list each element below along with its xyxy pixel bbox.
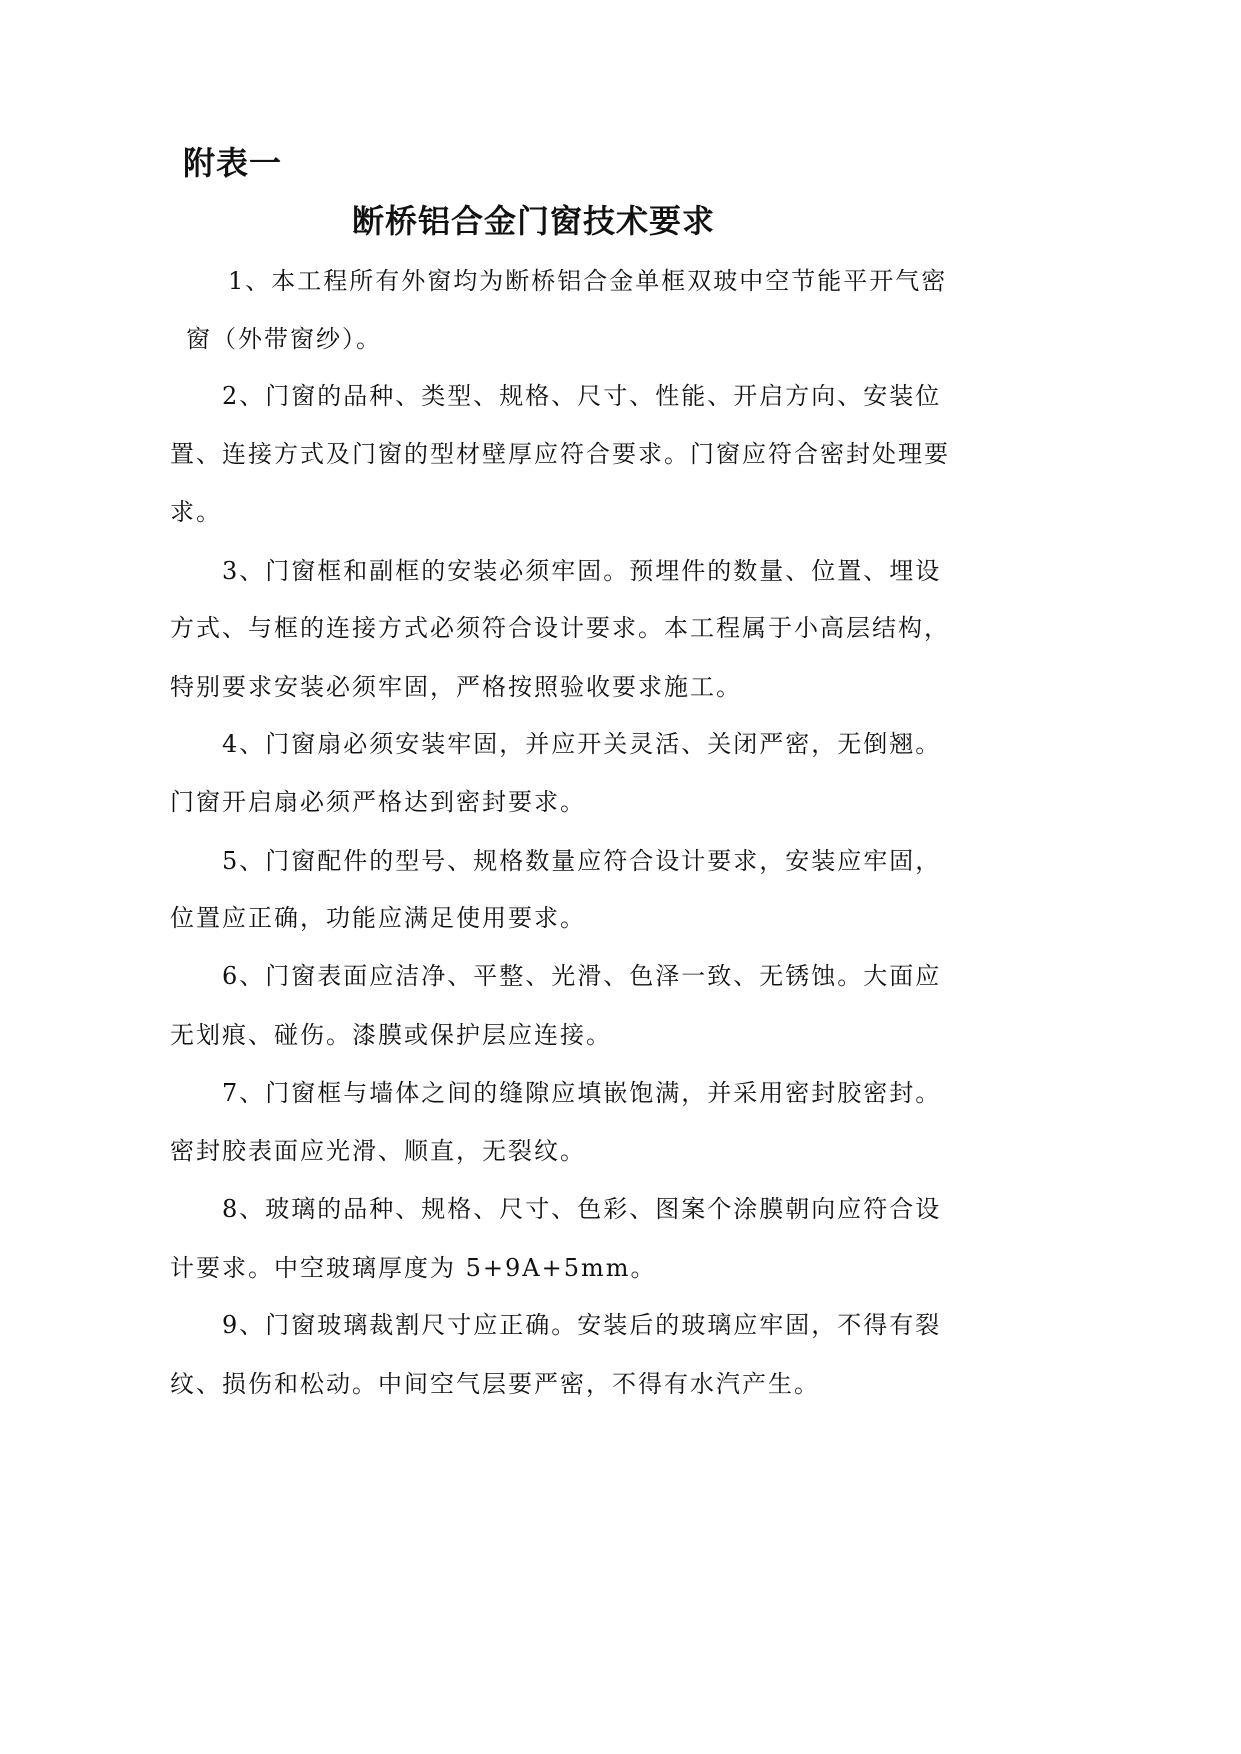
item-5-line-1: 5、门窗配件的型号、规格数量应符合设计要求，安装应牢固， — [222, 847, 942, 875]
item-7-line-1: 7、门窗框与墙体之间的缝隙应填嵌饱满，并采用密封胶密封。 — [222, 1079, 942, 1107]
item-7-line-2: 密封胶表面应光滑、顺直，无裂纹。 — [170, 1137, 586, 1165]
item-2-line-1: 2、门窗的品种、类型、规格、尺寸、性能、开启方向、安装位 — [222, 382, 942, 410]
item-4-line-1: 4、门窗扇必须安装牢固，并应开关灵活、关闭严密，无倒翘。 — [222, 730, 942, 758]
item-3-line-1: 3、门窗框和副框的安装必须牢固。预埋件的数量、位置、埋设 — [222, 557, 942, 585]
item-8-line-2: 计要求。中空玻璃厚度为 5+9A+5mm。 — [170, 1254, 657, 1282]
document-title: 断桥铝合金门窗技术要求 — [352, 202, 716, 240]
item-1-line-2: 窗（外带窗纱）。 — [186, 325, 382, 353]
item-2-line-3: 求。 — [170, 498, 222, 526]
item-6-line-1: 6、门窗表面应洁净、平整、光滑、色泽一致、无锈蚀。大面应 — [222, 962, 942, 990]
item-4-line-2: 门窗开启扇必须严格达到密封要求。 — [170, 788, 586, 816]
item-5-line-2: 位置应正确，功能应满足使用要求。 — [170, 904, 586, 932]
item-2-line-2: 置、连接方式及门窗的型材壁厚应符合要求。门窗应符合密封处理要 — [170, 440, 950, 468]
item-9-line-2: 纹、损伤和松动。中间空气层要严密，不得有水汽产生。 — [170, 1370, 820, 1398]
appendix-heading: 附表一 — [183, 144, 283, 182]
item-8-line-1: 8、玻璃的品种、规格、尺寸、色彩、图案个涂膜朝向应符合设 — [222, 1195, 942, 1223]
item-3-line-3: 特别要求安装必须牢固，严格按照验收要求施工。 — [170, 673, 742, 701]
item-6-line-2: 无划痕、碰伤。漆膜或保护层应连接。 — [170, 1021, 612, 1049]
item-3-line-2: 方式、与框的连接方式必须符合设计要求。本工程属于小高层结构， — [170, 614, 950, 642]
item-9-line-1: 9、门窗玻璃裁割尺寸应正确。安装后的玻璃应牢固，不得有裂 — [222, 1311, 942, 1339]
item-1-line-1: 1、本工程所有外窗均为断桥铝合金单框双玻中空节能平开气密 — [228, 267, 948, 295]
